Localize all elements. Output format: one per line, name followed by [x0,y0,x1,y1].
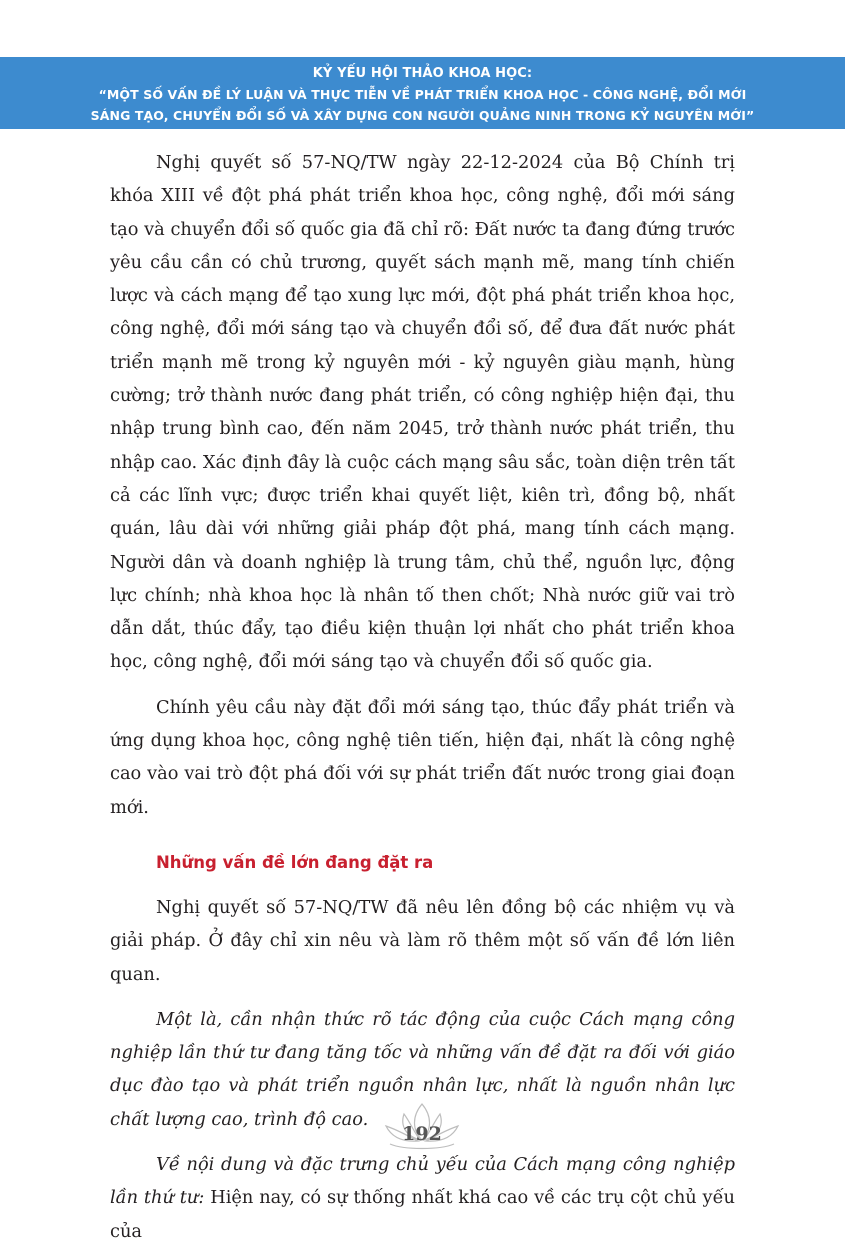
paragraph-5-italic-lead: Về nội dung và đặc trưng chủ yếu của Cách mạng công nghiệp lần thứ tư: [110,1154,735,1209]
paragraph-5-text: Hiện nay, có sự thống nhất khá cao về các trụ cột chủ yếu của [110,1187,735,1242]
header-subtitle-line-2: SÁNG TẠO, CHUYỂN ĐỔI SỐ VÀ XÂY DỰNG CON NGƯỜI QUẢNG NINH TRONG KỶ NGUYÊN MỚI” [90,108,755,123]
header-banner [0,57,845,129]
section-heading: Những vấn đề lớn đang đặt ra [156,852,434,872]
paragraph-3: Nghị quyết số 57-NQ/TW đã nêu lên đồng bộ các nhiệm vụ và giải pháp. Ở đây chỉ xin nêu và làm rõ thêm một số vấn đề lớn liên quan. [110,896,735,985]
header-subtitle-line-1: “MỘT SỐ VẤN ĐỀ LÝ LUẬN VÀ THỰC TIỄN VỀ PHÁT TRIỂN KHOA HỌC - CÔNG NGHỆ, ĐỔI MỚI [98,87,747,102]
paragraph-1: Nghị quyết số 57-NQ/TW ngày 22-12-2024 của Bộ Chính trị khóa XIII về đột phá phát triển khoa học, công nghệ, đổi mới sáng tạo và chuyển đổi số quốc gia đã chỉ rõ: Đất nước ta đang đứng trước yêu cầu cần có chủ trương, quyết sách mạnh mẽ, mang tính chiến lược và cách mạng để tạo xung lực mới, đột phá phát triển khoa học, công nghệ, đổi mới sáng tạo và chuyển đổi số, để đưa đất nước phát triển mạnh mẽ trong kỷ nguyên mới - kỷ nguyên giàu mạnh, hùng cường; trở thành nước đang phát triển, có công nghiệp hiện đại, thu nhập trung bình cao, đến năm 2045, trở thành nước phát triển, thu nhập cao. Xác định đây là cuộc cách mạng sâu sắc, toàn diện trên tất cả các lĩnh vực; được triển khai quyết liệt, kiên trì, đồng bộ, nhất quán, lâu dài với những giải pháp đột phá, mang tính cách mạng. Người dân và doanh nghiệp là trung tâm, chủ thể, nguồn lực, động lực chính; nhà khoa học là nhân tố then chốt; Nhà nước giữ vai trò dẫn dắt, thúc đẩy, tạo điều kiện thuận lợi nhất cho phát triển khoa học, công nghệ, đổi mới sáng tạo và chuyển đổi số quốc gia. [110,152,735,673]
page-number: 192 [402,1123,442,1145]
paragraph-4-italic: Một là, cần nhận thức rõ tác động của cuộc Cách mạng công nghiệp lần thứ tư đang tăng tốc và những vấn đề đặt ra đối với giáo dục đào tạo và phát triển nguồn nhân lực, nhất là nguồn nhân lực chất lượng cao, trình độ cao. [110,1008,735,1130]
paragraph-2: Chính yêu cầu này đặt đổi mới sáng tạo, thúc đẩy phát triển và ứng dụng khoa học, công nghệ tiên tiến, hiện đại, nhất là công nghệ cao vào vai trò đột phá đối với sự phát triển đất nước trong giai đoạn mới. [110,696,735,818]
page-footer [372,1100,472,1156]
article-body [110,146,735,1248]
paragraph-5 [110,1148,735,1248]
header-title: KỶ YẾU HỘI THẢO KHOA HỌC: [312,66,533,81]
